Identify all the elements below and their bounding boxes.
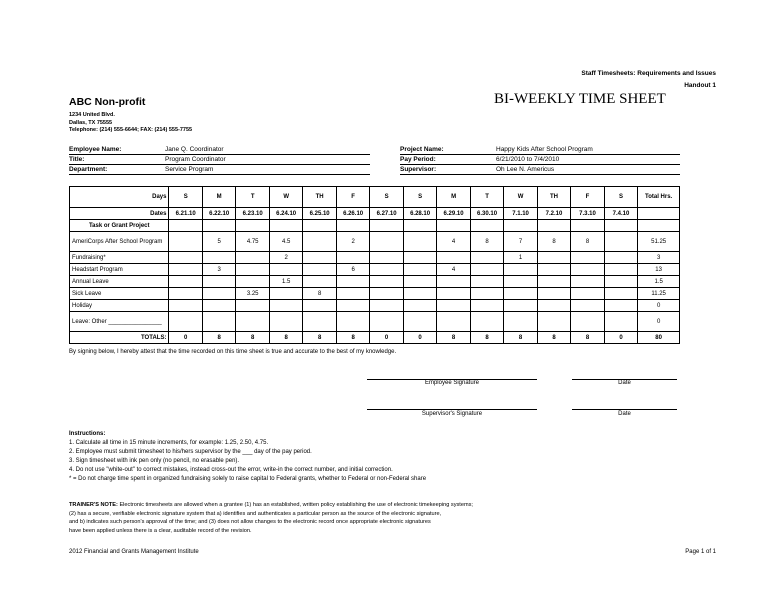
hours-cell <box>504 312 537 332</box>
row-total: 0 <box>638 312 680 332</box>
instruction-item: 1. Calculate all time in 15 minute increments, for example: 1.25, 2.50, 4.75. <box>69 440 269 446</box>
hours-cell <box>604 300 637 312</box>
day-total: 0 <box>604 332 637 344</box>
supervisor-date-line <box>572 409 677 410</box>
info-row <box>400 155 680 165</box>
info-value: Happy Kids After School Program <box>496 146 593 153</box>
footer-page-number: Page 1 of 1 <box>685 549 716 555</box>
info-row <box>400 145 680 155</box>
hours-cell: 4.5 <box>269 232 302 252</box>
attestation-text: By signing below, I hereby attest that the time recorded on this time sheet is true and accurate to the best of my knowledge. <box>69 349 397 355</box>
day-header: T <box>236 187 269 208</box>
date-header: 7.4.10 <box>604 208 637 220</box>
instruction-item: 2. Employee must submit timesheet to his/hers supervisor by the ___ day of the pay period. <box>69 449 312 455</box>
empty-cell <box>638 208 680 220</box>
hours-cell <box>269 300 302 312</box>
hours-cell <box>604 312 637 332</box>
trainer-note-line: Electronic timesheets are allowed when a grantee (1) has an established, written policy establishing the use of electronic timekeeping systems; <box>117 502 473 508</box>
days-row <box>70 187 680 208</box>
hours-cell <box>571 252 604 264</box>
hours-cell <box>604 288 637 300</box>
hours-cell <box>236 252 269 264</box>
hours-cell <box>169 264 202 276</box>
empty-cell <box>604 220 637 232</box>
hours-cell <box>403 276 436 288</box>
hours-cell <box>370 252 403 264</box>
hours-cell <box>169 288 202 300</box>
day-total: 8 <box>437 332 470 344</box>
hours-cell <box>269 312 302 332</box>
empty-cell <box>638 220 680 232</box>
hours-cell <box>303 252 336 264</box>
hours-cell <box>202 288 235 300</box>
supervisor-date-label: Date <box>618 411 631 417</box>
date-header: 6.22.10 <box>202 208 235 220</box>
hours-cell <box>403 300 436 312</box>
date-header: 6.26.10 <box>336 208 369 220</box>
employee-signature-label: Employee Signature <box>424 380 480 386</box>
hours-cell <box>537 288 570 300</box>
empty-cell <box>403 220 436 232</box>
hours-cell <box>403 252 436 264</box>
empty-cell <box>470 220 503 232</box>
empty-cell <box>303 220 336 232</box>
table-row <box>70 252 680 264</box>
date-header: 6.27.10 <box>370 208 403 220</box>
footer-left: 2012 Financial and Grants Management Institute <box>69 549 199 555</box>
dates-row <box>70 208 680 220</box>
day-header: W <box>504 187 537 208</box>
hours-cell <box>236 276 269 288</box>
table-row <box>70 312 680 332</box>
hours-cell <box>571 276 604 288</box>
task-name: Fundraising* <box>70 252 169 264</box>
hours-cell <box>537 300 570 312</box>
instruction-item: 3. Sign timesheet with ink pen only (no pencil, no erasable pen). <box>69 458 240 464</box>
hours-cell <box>370 300 403 312</box>
trainer-note-line: and b) indicates such person's approval of the time; and (3) does not allow changes to the electronic record once appropriate electronic signatures <box>69 519 431 525</box>
hours-cell <box>504 288 537 300</box>
empty-cell <box>537 220 570 232</box>
hours-cell <box>571 312 604 332</box>
hours-cell: 4.75 <box>236 232 269 252</box>
hours-cell <box>604 252 637 264</box>
day-total: 8 <box>202 332 235 344</box>
hours-cell <box>571 288 604 300</box>
days-label: Days <box>70 187 169 208</box>
date-header: 6.28.10 <box>403 208 436 220</box>
day-total: 8 <box>236 332 269 344</box>
hours-cell: 7 <box>504 232 537 252</box>
day-header: W <box>269 187 302 208</box>
day-header: S <box>169 187 202 208</box>
day-header: TH <box>537 187 570 208</box>
org-phone: Telephone: (214) 555-6644; FAX: (214) 555-7755 <box>69 127 193 133</box>
day-header: TH <box>303 187 336 208</box>
info-value: Service Program <box>165 166 214 173</box>
hours-cell: 3 <box>202 264 235 276</box>
task-name: Leave: Other ________________ <box>70 312 169 332</box>
empty-cell <box>437 220 470 232</box>
date-header: 7.1.10 <box>504 208 537 220</box>
hours-cell <box>470 300 503 312</box>
day-total: 8 <box>336 332 369 344</box>
hours-cell <box>269 264 302 276</box>
date-header: 7.2.10 <box>537 208 570 220</box>
dates-label: Dates <box>70 208 169 220</box>
table-row <box>70 276 680 288</box>
hours-cell <box>202 252 235 264</box>
row-total: 0 <box>638 300 680 312</box>
hours-cell <box>604 276 637 288</box>
hours-cell <box>504 264 537 276</box>
day-header: S <box>370 187 403 208</box>
date-header: 6.24.10 <box>269 208 302 220</box>
hours-cell <box>303 232 336 252</box>
info-row <box>69 155 370 165</box>
trainer-note-label: TRAINER'S NOTE: <box>69 502 118 508</box>
instructions-heading: Instructions: <box>69 431 106 437</box>
hours-cell <box>403 232 436 252</box>
hours-cell <box>370 288 403 300</box>
hours-cell <box>437 252 470 264</box>
day-total: 0 <box>169 332 202 344</box>
day-header: M <box>437 187 470 208</box>
hours-cell <box>303 264 336 276</box>
hours-cell <box>403 264 436 276</box>
instruction-item: * = Do not charge time spent in organized fundraising solely to raise capital to Federal grants, whether to Federal or non-Federal share <box>69 476 427 482</box>
hours-cell <box>303 300 336 312</box>
address-line1: 1234 United Blvd. <box>69 112 115 118</box>
org-name: ABC Non-profit <box>69 96 146 108</box>
day-total: 8 <box>269 332 302 344</box>
trainer-note-line: have been applied unless there is a clear, auditable record of the revision. <box>69 527 252 534</box>
hours-cell <box>537 264 570 276</box>
task-header: Task or Grant Project <box>70 220 169 232</box>
empty-cell <box>336 220 369 232</box>
task-name: AmeriCorps After School Program <box>70 232 169 252</box>
hours-cell: 8 <box>571 232 604 252</box>
info-label: Employee Name: <box>69 146 122 153</box>
info-label: Project Name: <box>400 146 444 153</box>
hours-cell <box>336 300 369 312</box>
hours-cell <box>537 252 570 264</box>
info-value: 6/21/2010 to 7/4/2010 <box>496 156 560 163</box>
hours-cell <box>169 252 202 264</box>
handout-number: Handout 1 <box>684 82 716 89</box>
hours-cell <box>370 312 403 332</box>
hours-cell <box>437 300 470 312</box>
hours-cell <box>604 232 637 252</box>
hours-cell <box>437 276 470 288</box>
day-total: 8 <box>504 332 537 344</box>
day-total: 8 <box>303 332 336 344</box>
empty-cell <box>269 220 302 232</box>
day-header: F <box>571 187 604 208</box>
totals-label: TOTALS: <box>70 332 169 344</box>
trainer-note <box>69 501 719 535</box>
empty-cell <box>370 220 403 232</box>
hours-cell <box>470 312 503 332</box>
hours-cell: 4 <box>437 232 470 252</box>
hours-cell <box>336 288 369 300</box>
row-total: 1.5 <box>638 276 680 288</box>
info-label: Department: <box>69 166 108 173</box>
info-row <box>69 145 370 155</box>
hours-cell <box>202 276 235 288</box>
hours-cell <box>437 312 470 332</box>
total-header: Total Hrs. <box>638 187 680 208</box>
hours-cell <box>169 276 202 288</box>
empty-cell <box>169 220 202 232</box>
hours-cell <box>604 264 637 276</box>
hours-cell <box>336 252 369 264</box>
day-header: S <box>604 187 637 208</box>
supervisor-signature-label: Supervisor's Signature <box>421 411 483 417</box>
empty-cell <box>202 220 235 232</box>
date-header: 6.25.10 <box>303 208 336 220</box>
hours-cell <box>470 264 503 276</box>
day-header: T <box>470 187 503 208</box>
empty-cell <box>571 220 604 232</box>
info-label: Pay Period: <box>400 156 436 163</box>
day-header: S <box>403 187 436 208</box>
hours-cell: 1 <box>504 252 537 264</box>
hours-cell: 4 <box>437 264 470 276</box>
hours-cell <box>537 312 570 332</box>
empty-cell <box>236 220 269 232</box>
hours-cell <box>437 288 470 300</box>
hours-cell <box>571 264 604 276</box>
hours-cell <box>470 252 503 264</box>
hours-cell <box>202 300 235 312</box>
day-header: M <box>202 187 235 208</box>
hours-cell <box>537 276 570 288</box>
hours-cell <box>370 276 403 288</box>
hours-cell: 8 <box>303 288 336 300</box>
date-header: 6.23.10 <box>236 208 269 220</box>
timesheet-table <box>69 186 680 344</box>
day-total: 8 <box>571 332 604 344</box>
hours-cell <box>470 276 503 288</box>
supervisor-signature-line <box>367 409 537 410</box>
day-total: 0 <box>370 332 403 344</box>
employee-date-label: Date <box>618 380 631 386</box>
employee-info <box>69 145 370 175</box>
info-value: Jane Q. Coordinator <box>165 146 224 153</box>
hours-cell: 8 <box>537 232 570 252</box>
date-header: 6.30.10 <box>470 208 503 220</box>
task-name: Holiday <box>70 300 169 312</box>
day-total: 8 <box>470 332 503 344</box>
info-value: Program Coordinator <box>165 156 226 163</box>
hours-cell: 3.25 <box>236 288 269 300</box>
hours-cell <box>169 312 202 332</box>
row-total: 51.25 <box>638 232 680 252</box>
hours-cell <box>236 300 269 312</box>
hours-cell <box>336 312 369 332</box>
hours-cell: 8 <box>470 232 503 252</box>
org-address <box>69 112 192 135</box>
info-row <box>69 165 370 175</box>
hours-cell: 1.5 <box>269 276 302 288</box>
project-info <box>400 145 680 175</box>
hours-cell <box>303 312 336 332</box>
day-header: F <box>336 187 369 208</box>
hours-cell: 2 <box>269 252 302 264</box>
hours-cell: 2 <box>336 232 369 252</box>
hours-cell <box>303 276 336 288</box>
date-header: 6.21.10 <box>169 208 202 220</box>
day-total: 8 <box>537 332 570 344</box>
hours-cell <box>336 276 369 288</box>
hours-cell <box>370 264 403 276</box>
row-total: 11.25 <box>638 288 680 300</box>
address-line2: Dallas, TX 75555 <box>69 119 113 126</box>
hours-cell <box>236 264 269 276</box>
row-total: 13 <box>638 264 680 276</box>
hours-cell <box>169 300 202 312</box>
info-label: Supervisor: <box>400 166 437 173</box>
table-row <box>70 232 680 252</box>
hours-cell: 6 <box>336 264 369 276</box>
trainer-note-line: (2) has a secure, verifiable electronic signature system that a) identifies and authenticates a particular person as the source of the electronic signature, <box>69 510 442 517</box>
date-header: 6.29.10 <box>437 208 470 220</box>
page-title: BI-WEEKLY TIME SHEET <box>494 91 666 107</box>
hours-cell <box>269 288 302 300</box>
hours-cell <box>571 300 604 312</box>
instruction-item: 4. Do not use "white-out" to correct mistakes, instead cross-out the error, write-in the correct number, and initial correction. <box>69 467 393 473</box>
hours-cell <box>504 276 537 288</box>
info-label: Title: <box>69 156 85 163</box>
day-total: 0 <box>403 332 436 344</box>
totals-row <box>70 332 680 344</box>
empty-cell <box>504 220 537 232</box>
hours-cell <box>470 288 503 300</box>
info-value: Oh Lee N. Americus <box>496 166 555 173</box>
row-total: 3 <box>638 252 680 264</box>
hours-cell: 5 <box>202 232 235 252</box>
hours-cell <box>202 312 235 332</box>
hours-cell <box>403 288 436 300</box>
task-header-row <box>70 220 680 232</box>
task-name: Annual Leave <box>70 276 169 288</box>
info-row <box>400 165 680 175</box>
task-name: Sick Leave <box>70 288 169 300</box>
hours-cell <box>403 312 436 332</box>
hours-cell <box>504 300 537 312</box>
hours-cell <box>370 232 403 252</box>
date-header: 7.3.10 <box>571 208 604 220</box>
grand-total: 80 <box>638 332 680 344</box>
handout-subject: Staff Timesheets: Requirements and Issues <box>581 70 716 77</box>
instructions <box>69 430 709 484</box>
hours-cell <box>236 312 269 332</box>
table-row <box>70 288 680 300</box>
table-row <box>70 264 680 276</box>
task-name: Headstart Program <box>70 264 169 276</box>
hours-cell <box>169 232 202 252</box>
table-row <box>70 300 680 312</box>
